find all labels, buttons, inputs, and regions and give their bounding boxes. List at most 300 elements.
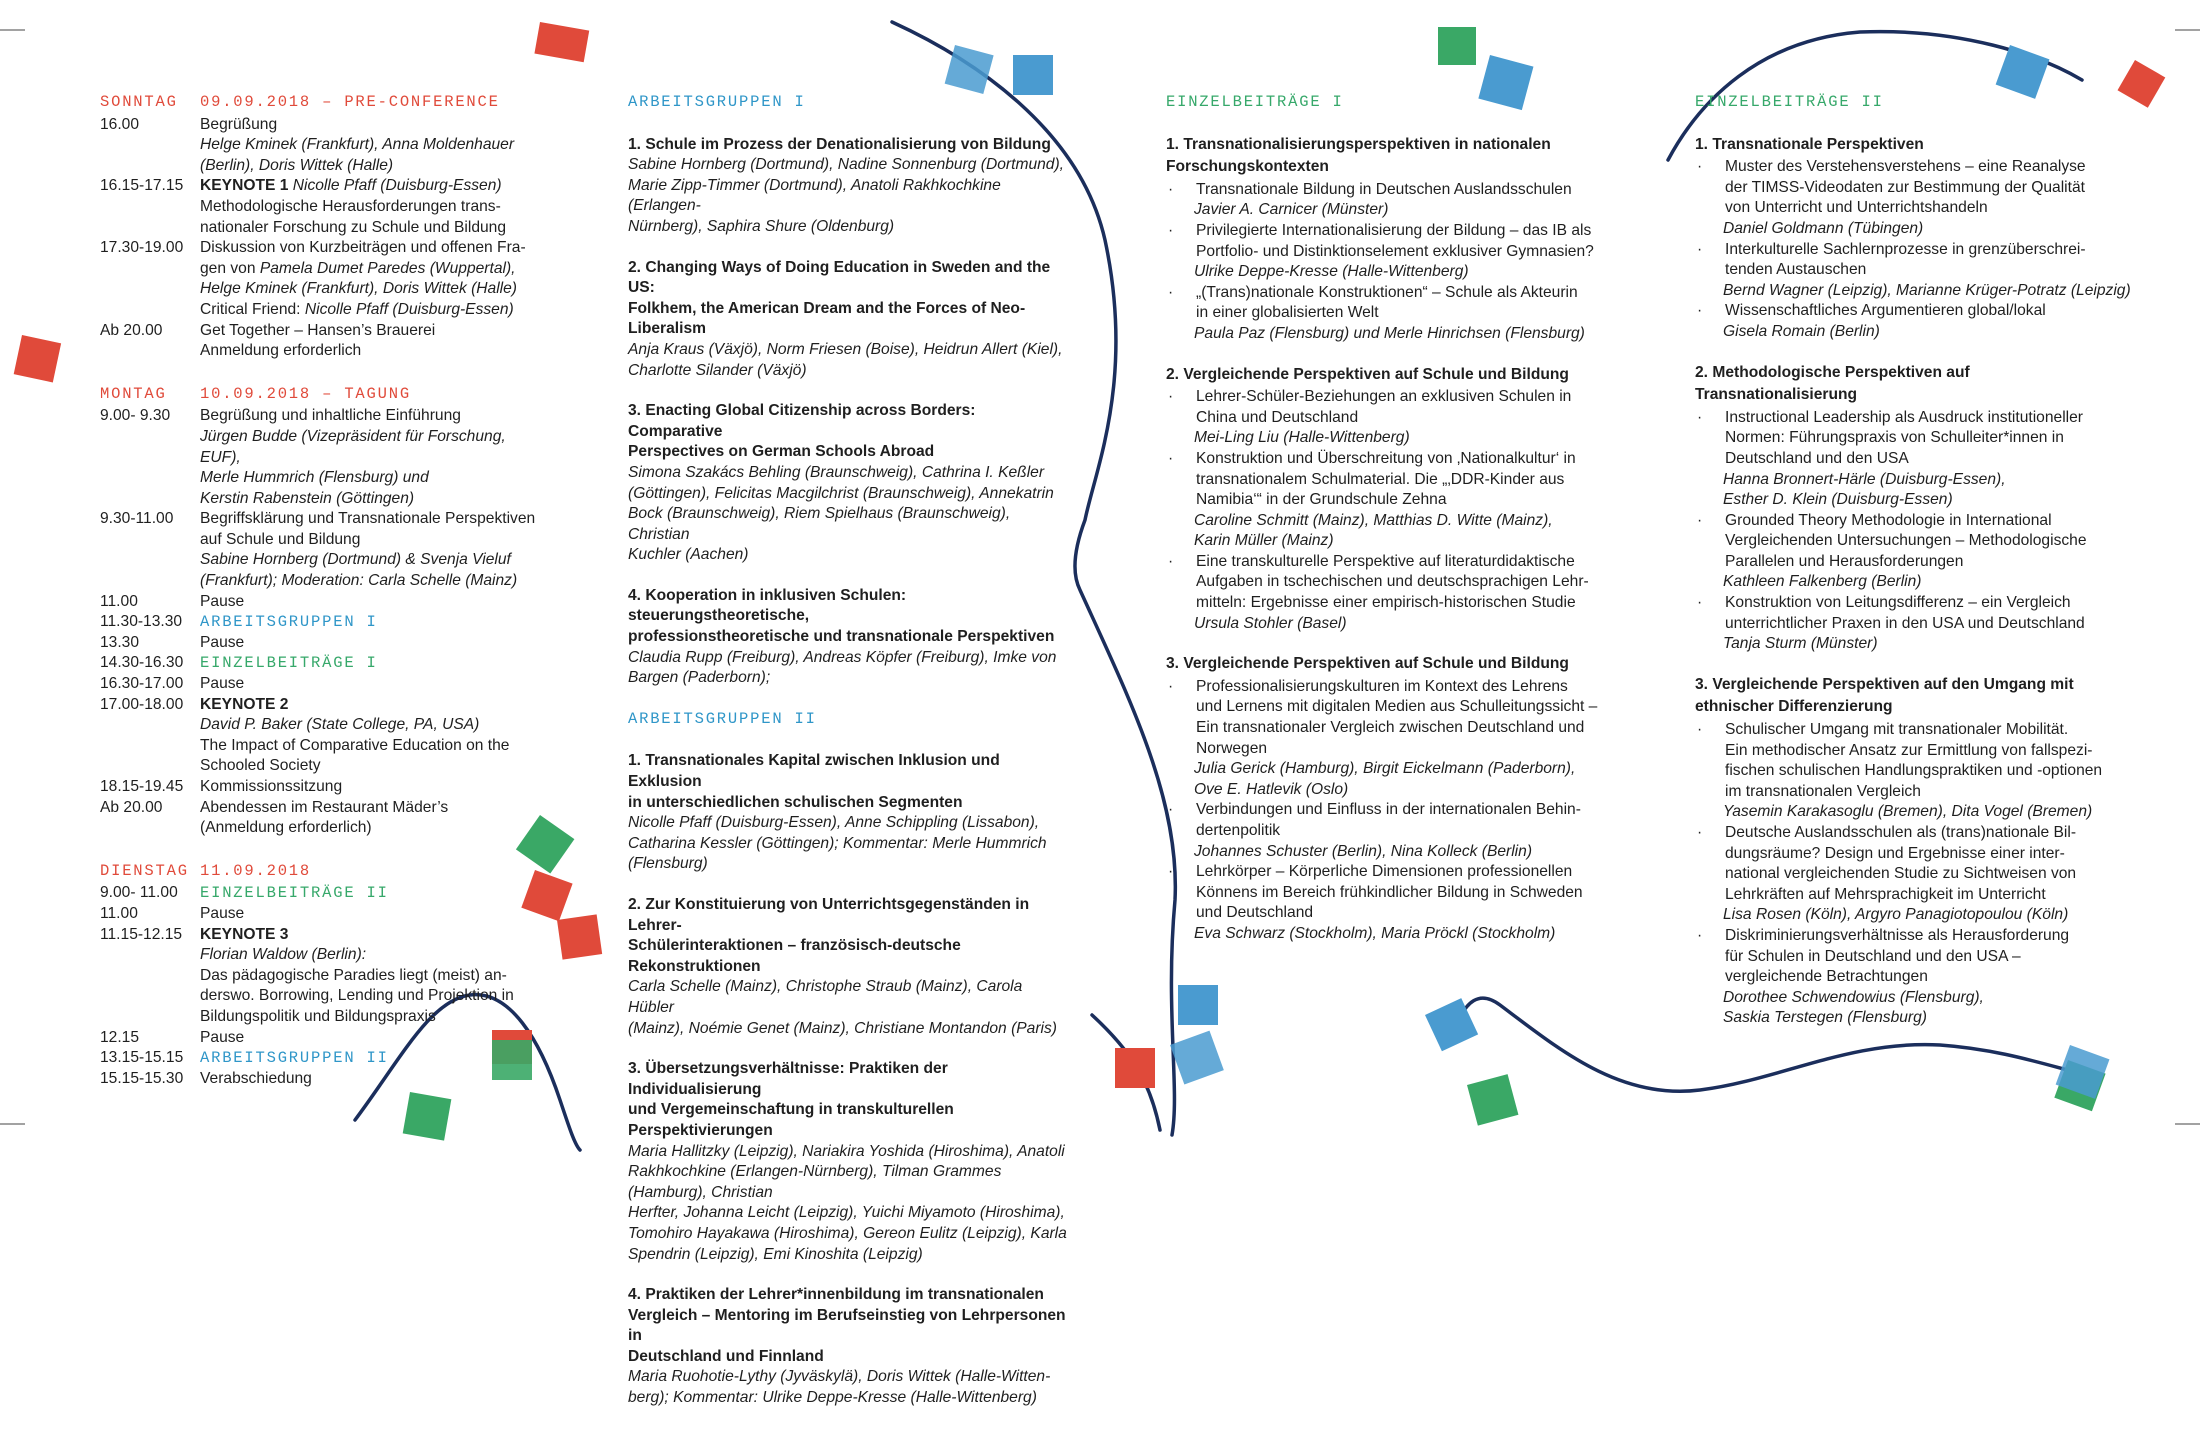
- bullet-icon: [1166, 883, 1196, 904]
- schedule-line: [200, 653, 545, 674]
- schedule-row: [100, 904, 545, 925]
- contribution-authors: Kathleen Falkenberg (Berlin): [1723, 573, 1922, 591]
- contribution-authors: Caroline Schmitt (Mainz), Matthias D. Witte (Mainz),: [1194, 511, 1553, 529]
- bullet-icon: [1695, 552, 1725, 573]
- schedule-content: [200, 925, 545, 1028]
- contribution-line: [1166, 221, 1606, 242]
- contribution-line: [1166, 739, 1606, 760]
- line-tail: Nicolle Pfaff (Duisburg-Essen): [288, 177, 502, 195]
- schedule-line: [200, 715, 545, 736]
- confetti-square: [1013, 55, 1053, 95]
- contribution-text: Wissenschaftliches Argumentieren global/lokal: [1725, 302, 2046, 320]
- schedule-time: Ab 20.00: [100, 321, 163, 339]
- arbeitsgruppen-1-heading: ARBEITSGRUPPEN I: [628, 93, 806, 111]
- workgroup: [628, 135, 1068, 238]
- schedule-content: [200, 592, 545, 613]
- workgroup-title-line: 1. Schule im Prozess der Denationalisierung von Bildung: [628, 135, 1051, 153]
- bullet-icon: [1695, 782, 1725, 803]
- contribution-line: [1695, 408, 2135, 429]
- schedule-line: [200, 115, 545, 136]
- einzelbeitraege-1-column: [1166, 92, 1606, 965]
- workgroup-title-line: Schülerinteraktionen – französisch-deutsche Rekonstruktionen: [628, 937, 961, 975]
- contribution-line: [1166, 242, 1606, 263]
- schedule-line: [200, 530, 545, 551]
- schedule-time: 11.30-13.30: [100, 613, 183, 631]
- contribution-line: [1166, 821, 1606, 842]
- day-spacer: [100, 839, 545, 861]
- day-title: 11.09.2018: [200, 861, 312, 880]
- workgroup-title-line: 3. Enacting Global Citizenship across Borders: Comparative: [628, 402, 976, 440]
- bullet-icon: [1695, 864, 1725, 885]
- line-text: KEYNOTE 3: [200, 925, 289, 943]
- schedule-content: [200, 509, 545, 591]
- schedule-row: [100, 238, 545, 320]
- workgroup-names-line: Claudia Rupp (Freiburg), Andreas Köpfer (Freiburg), Imke von: [628, 648, 1057, 666]
- einzelbeitraege-2-list: [1695, 135, 2135, 1029]
- contribution-line: [1695, 844, 2135, 865]
- contribution-section: [1695, 135, 2135, 343]
- contribution-authors: Tanja Sturm (Münster): [1723, 635, 1878, 653]
- bullet-icon: ·: [1168, 552, 1174, 570]
- workgroup: [628, 258, 1068, 382]
- line-text: Abendessen im Restaurant Mäder’s: [200, 798, 449, 816]
- arbeitsgruppen-1-list: [628, 135, 1068, 689]
- contribution-text: Privilegierte Internationalisierung der Bildung – das IB als: [1196, 221, 1592, 239]
- workgroup-title-line: und Vergemeinschaftung in transkulturellen Perspektivierungen: [628, 1101, 954, 1139]
- schedule-column: [100, 92, 545, 1089]
- contribution-section: [1695, 675, 2135, 1029]
- day-label: SONNTAG: [100, 93, 178, 111]
- schedule-line: [200, 238, 545, 259]
- contribution-text: transnationalem Schulmaterial. Die „‚DDR-Kinder aus: [1196, 470, 1565, 488]
- bullet-icon: ·: [1697, 240, 1703, 258]
- bullet-icon: ·: [1697, 408, 1703, 426]
- line-text: Pause: [200, 592, 245, 610]
- contribution-text: für Schulen in Deutschland und den USA –: [1725, 947, 2021, 965]
- contribution-line: [1695, 947, 2135, 968]
- workgroup-names-line: Bock (Braunschweig), Riem Spielhaus (Braunschweig), Christian: [628, 505, 1011, 543]
- workgroup-title-line: professionstheoretische und transnationale Perspektiven: [628, 628, 1055, 646]
- schedule-line: [200, 612, 545, 633]
- schedule-line: [200, 818, 545, 839]
- einzelbeitraege-1-list: [1166, 135, 1606, 945]
- workgroup-title-line: in unterschiedlichen schulischen Segmenten: [628, 793, 963, 811]
- workgroup-names-line: Marie Zipp-Timmer (Dortmund), Anatoli Rakhkochkine (Erlangen-: [628, 176, 1001, 215]
- day-title: 09.09.2018 – PRE-CONFERENCE: [200, 93, 500, 111]
- line-text: Diskussion von Kurzbeiträgen und offenen Fra-: [200, 239, 526, 257]
- schedule-content: [200, 883, 545, 904]
- contribution-line: [1166, 572, 1606, 593]
- schedule-row: [100, 509, 545, 591]
- schedule-line: [200, 197, 545, 218]
- bullet-icon: [1166, 697, 1196, 718]
- contribution-authors: Esther D. Klein (Duisburg-Essen): [1723, 491, 1953, 509]
- bullet-icon: ·: [1697, 511, 1703, 529]
- line-text: Methodologische Herausforderungen trans-: [200, 197, 501, 215]
- contribution-text: Konstruktion von Leitungsdifferenz – ein Vergleich: [1725, 594, 2071, 612]
- line-text: KEYNOTE 2: [200, 695, 289, 713]
- schedule-row: [100, 1069, 545, 1090]
- contribution-section: [1695, 363, 2135, 655]
- schedule-line: [200, 1048, 545, 1069]
- workgroup-names-line: Tomohiro Hayakawa (Hiroshima), Gereon Eulitz (Leipzig), Karla: [628, 1224, 1067, 1242]
- contribution-text: dungsräume? Design und Ergebnisse einer inter-: [1725, 844, 2065, 862]
- schedule-line: [200, 341, 545, 362]
- contribution-line: [1695, 511, 2135, 532]
- line-text: Critical Friend:: [200, 300, 305, 318]
- schedule-line: [200, 550, 545, 571]
- workgroup: [628, 895, 1068, 1039]
- contribution-section: [1166, 365, 1606, 635]
- contribution-authors: Paula Paz (Flensburg) und Merle Hinrichsen (Flensburg): [1194, 324, 1585, 342]
- contribution-text: unterrichtlicher Praxen in den USA und Deutschland: [1725, 614, 2085, 632]
- bullet-icon: [1695, 885, 1725, 906]
- contribution-line: [1166, 387, 1606, 408]
- contribution-line: [1695, 885, 2135, 906]
- schedule-time: 15.15-15.30: [100, 1069, 184, 1087]
- bullet-icon: ·: [1168, 863, 1174, 881]
- contribution-authors: Saskia Terstegen (Flensburg): [1723, 1009, 1927, 1027]
- line-text: nationaler Forschung zu Schule und Bildung: [200, 218, 507, 236]
- bullet-icon: ·: [1697, 302, 1703, 320]
- contribution-line: [1166, 470, 1606, 491]
- bullet-icon: [1166, 470, 1196, 491]
- contribution-line: [1695, 449, 2135, 470]
- bullet-icon: [1695, 947, 1725, 968]
- contribution-text: Schulischer Umgang mit transnationaler Mobilität.: [1725, 721, 2069, 739]
- schedule-line: [200, 986, 545, 1007]
- schedule-line: [200, 509, 545, 530]
- contribution-text: der TIMSS-Videodaten zur Bestimmung der Qualität: [1725, 178, 2085, 196]
- line-text: Helge Kminek (Frankfurt), Anna Moldenhauer: [200, 136, 515, 154]
- schedule-line: [200, 798, 545, 819]
- line-text: derswo. Borrowing, Lending und Projektion in: [200, 987, 514, 1005]
- schedule-line: [200, 904, 545, 925]
- workgroup-names-line: Maria Ruohotie-Lythy (Jyväskylä), Doris Wittek (Halle-Witten-: [628, 1368, 1051, 1386]
- workgroup-names-line: Nicolle Pfaff (Duisburg-Essen), Anne Schippling (Lissabon),: [628, 814, 1040, 832]
- schedule-content: [200, 1028, 545, 1049]
- line-text: EINZELBEITRÄGE II: [200, 884, 389, 903]
- day-label: DIENSTAG: [100, 861, 189, 880]
- schedule-content: [200, 1069, 545, 1090]
- line-text: Bildungspolitik und Bildungspraxis: [200, 1007, 436, 1025]
- schedule-line: [200, 966, 545, 987]
- contribution-text: mitteln: Ergebnisse einer empirisch-historischen Studie: [1196, 594, 1576, 612]
- confetti-square: [1425, 998, 1478, 1051]
- bullet-icon: [1166, 242, 1196, 263]
- schedule-time: 9.00- 11.00: [100, 884, 178, 902]
- day-spacer: [100, 362, 545, 384]
- contribution-text: „(Trans)nationale Konstruktionen“ – Schule als Akteurin: [1196, 283, 1578, 301]
- bullet-icon: ·: [1168, 221, 1174, 239]
- contribution-text: Professionalisierungskulturen im Kontext des Lehrens: [1196, 677, 1568, 695]
- line-text: Anmeldung erforderlich: [200, 342, 362, 360]
- schedule-time: 13.30: [100, 633, 140, 651]
- line-text: Begrüßung und inhaltliche Einführung: [200, 407, 461, 425]
- bullet-icon: [1695, 449, 1725, 470]
- contribution-text: dertenpolitik: [1196, 822, 1281, 839]
- line-text: Kommissionssitzung: [200, 778, 343, 795]
- line-text: Helge Kminek (Frankfurt), Doris Wittek (Halle): [200, 280, 517, 298]
- day-label: MONTAG: [100, 384, 167, 403]
- line-text: Pause: [200, 675, 245, 693]
- contribution-text: Deutsche Auslandsschulen als (trans)nationale Bil-: [1725, 824, 2077, 841]
- contribution-text: Namibia‘“ in der Grundschule Zehna: [1196, 491, 1447, 509]
- schedule-content: [200, 238, 545, 320]
- bullet-icon: ·: [1168, 388, 1174, 406]
- contribution-line: [1166, 800, 1606, 821]
- contribution-text: Portfolio- und Distinktionselement exklusiver Gymnasien?: [1196, 242, 1594, 260]
- bullet-icon: [1166, 303, 1196, 324]
- schedule-time: Ab 20.00: [100, 798, 163, 816]
- line-text: (Berlin), Doris Wittek (Halle): [200, 156, 394, 174]
- contribution-authors: Eva Schwarz (Stockholm), Maria Pröckl (Stockholm): [1194, 924, 1556, 942]
- line-text: Begriffsklärung und Transnationale Perspektiven: [200, 510, 536, 528]
- contribution-line: [1695, 157, 2135, 178]
- bullet-icon: [1166, 593, 1196, 614]
- contribution-authors: Yasemin Karakasoglu (Bremen), Dita Vogel (Bremen): [1723, 803, 2093, 821]
- schedule-row: [100, 612, 545, 633]
- schedule-row: [100, 176, 545, 238]
- schedule-time: 9.00- 9.30: [100, 407, 171, 425]
- line-text: Pause: [200, 1028, 245, 1046]
- workgroup-title-line: 1. Transnationales Kapital zwischen Inklusion und Exklusion: [628, 752, 1000, 791]
- schedule-row: [100, 1028, 545, 1049]
- line-tail: Pamela Dumet Paredes (Wuppertal),: [259, 259, 516, 277]
- bullet-icon: [1166, 903, 1196, 924]
- schedule-content: [200, 612, 545, 633]
- bullet-icon: [1695, 761, 1725, 782]
- workgroup-names-line: Spendrin (Leipzig), Emi Kinoshita (Leipzig): [628, 1245, 923, 1263]
- contribution-text: Vergleichenden Untersuchungen – Methodologische: [1725, 532, 2087, 550]
- schedule-time: 16.30-17.00: [100, 675, 184, 693]
- contribution-text: fischen schulischen Handlungspraktiken und -optionen: [1725, 762, 2103, 780]
- schedule-time: 9.30-11.00: [100, 510, 174, 528]
- workgroup-title-line: 4. Praktiken der Lehrer*innenbildung im transnationalen: [628, 1286, 1044, 1304]
- bullet-icon: [1695, 428, 1725, 449]
- line-text: Sabine Hornberg (Dortmund) & Svenja Vieluf: [200, 551, 511, 569]
- schedule-line: [200, 468, 545, 489]
- contribution-authors: Hanna Bronnert-Härle (Duisburg-Essen),: [1723, 470, 2006, 488]
- einzelbeitraege-2-heading: EINZELBEITRÄGE II: [1695, 93, 1884, 111]
- line-text: Schooled Society: [200, 757, 321, 775]
- section-title-line: 2. Methodologische Perspektiven auf: [1695, 363, 1970, 381]
- bullet-icon: ·: [1168, 801, 1174, 819]
- contribution-line: [1695, 864, 2135, 885]
- contribution-line: [1695, 823, 2135, 844]
- schedule-line: [200, 883, 545, 904]
- schedule-time: 11.00: [100, 592, 138, 610]
- schedule-content: [200, 633, 545, 654]
- workgroup-title-line: 2. Zur Konstituierung von Unterrichtsgegenständen in Lehrer-: [628, 896, 1030, 934]
- contribution-section: [1166, 135, 1606, 345]
- confetti-square: [557, 914, 602, 959]
- schedule-line: [200, 945, 545, 966]
- workgroup-names-line: (Flensburg): [628, 855, 708, 873]
- contribution-line: [1166, 408, 1606, 429]
- line-text: Das pädagogische Paradies liegt (meist) an-: [200, 966, 507, 984]
- schedule-content: [200, 406, 545, 509]
- bullet-icon: [1166, 572, 1196, 593]
- contribution-line: [1166, 449, 1606, 470]
- contribution-line: [1166, 303, 1606, 324]
- line-text: Pause: [200, 904, 245, 922]
- contribution-text: Lehrer-Schüler-Beziehungen an exklusiven Schulen in: [1196, 388, 1572, 406]
- contribution-authors: Ulrike Deppe-Kresse (Halle-Wittenberg): [1194, 263, 1469, 281]
- arbeitsgruppen-column: [628, 92, 1068, 1429]
- schedule-line: [200, 1028, 545, 1049]
- contribution-text: Interkulturelle Sachlernprozesse in grenzüberschrei-: [1725, 240, 2086, 258]
- bullet-icon: [1166, 490, 1196, 511]
- contribution-text: China und Deutschland: [1196, 408, 1359, 426]
- schedule-time: 14.30-16.30: [100, 654, 184, 672]
- section-title-line: Forschungskontexten: [1166, 158, 1329, 176]
- contribution-text: Ein methodischer Ansatz zur Ermittlung von fallspezi-: [1725, 741, 2093, 759]
- bullet-icon: [1695, 614, 1725, 635]
- workgroup-title-line: 4. Kooperation in inklusiven Schulen: steuerungstheoretische,: [628, 586, 907, 625]
- workgroup: [628, 1285, 1068, 1409]
- bullet-icon: ·: [1697, 158, 1703, 176]
- contribution-text: Lehrkräften auf Mehrsprachigkeit im Unterricht: [1725, 885, 2046, 903]
- contribution-text: national vergleichenden Studie zu Sichtweisen von: [1725, 865, 2077, 883]
- schedule-row: [100, 653, 545, 674]
- contribution-text: Grounded Theory Methodologie in International: [1725, 511, 2052, 529]
- schedule-content: [200, 321, 545, 362]
- contribution-text: Normen: Führungspraxis von Schulleiter*innen in: [1725, 429, 2064, 447]
- day-header: [100, 861, 545, 882]
- confetti-square: [403, 1092, 452, 1141]
- bullet-icon: ·: [1697, 926, 1703, 944]
- day-header: [100, 92, 545, 113]
- workgroup-names-line: Bargen (Paderborn);: [628, 669, 771, 687]
- contribution-authors: Julia Gerick (Hamburg), Birgit Eickelmann (Paderborn),: [1194, 760, 1576, 778]
- schedule-line: [200, 1007, 545, 1028]
- workgroup-names-line: Catharina Kessler (Göttingen); Kommentar: Merle Hummrich: [628, 834, 1047, 852]
- schedule-time: 17.30-19.00: [100, 239, 184, 257]
- contribution-authors: Karin Müller (Mainz): [1194, 532, 1334, 550]
- contribution-text: Könnens im Bereich frühkindlicher Bildung in Schweden: [1196, 883, 1583, 901]
- confetti-square: [1438, 27, 1476, 65]
- workgroup-title-line: Perspectives on German Schools Abroad: [628, 443, 935, 461]
- line-tail: Nicolle Pfaff (Duisburg-Essen): [304, 300, 514, 318]
- line-text: KEYNOTE 1: [200, 177, 289, 195]
- bullet-icon: [1695, 967, 1725, 988]
- contribution-text: in einer globalisierten Welt: [1196, 304, 1379, 322]
- confetti-square: [1178, 985, 1218, 1025]
- contribution-line: [1695, 428, 2135, 449]
- line-text: auf Schule und Bildung: [200, 530, 361, 548]
- bullet-icon: ·: [1168, 677, 1174, 695]
- contribution-line: [1166, 883, 1606, 904]
- contribution-authors: Ove E. Hatlevik (Oslo): [1194, 780, 1349, 798]
- workgroup-names-line: (Göttingen), Felicitas Macgilchrist (Braunschweig), Annekatrin: [628, 484, 1054, 502]
- workgroup: [628, 1059, 1068, 1265]
- schedule-time: 11.00: [100, 904, 138, 922]
- schedule: [100, 92, 545, 1089]
- schedule-line: [200, 777, 545, 798]
- schedule-content: [200, 777, 545, 798]
- workgroup-title-line: Folkhem, the American Dream and the Forces of Neo-Liberalism: [628, 299, 1026, 338]
- line-text: Merle Hummrich (Flensburg) und: [200, 469, 429, 487]
- section-title-line: 1. Transnationale Perspektiven: [1695, 135, 1924, 153]
- workgroup-names-line: Kuchler (Aachen): [628, 546, 749, 564]
- schedule-content: [200, 798, 545, 839]
- line-text: (Anmeldung erforderlich): [200, 819, 372, 837]
- section-title-line: 3. Vergleichende Perspektiven auf Schule und Bildung: [1166, 655, 1569, 673]
- schedule-row: [100, 925, 545, 1028]
- workgroup-names-line: Simona Szakács Behling (Braunschweig), Cathrina I. Keßler: [628, 463, 1045, 481]
- workgroup-names-line: Sabine Hornberg (Dortmund), Nadine Sonnenburg (Dortmund),: [628, 156, 1064, 174]
- line-text: Florian Waldow (Berlin):: [200, 946, 367, 964]
- contribution-text: von Unterricht und Unterrichtshandeln: [1725, 199, 1988, 217]
- schedule-line: [200, 592, 545, 613]
- line-text: Verabschiedung: [200, 1069, 312, 1087]
- workgroup-names-line: Charlotte Silander (Växjö): [628, 361, 807, 379]
- schedule-time: 17.00-18.00: [100, 695, 184, 713]
- contribution-text: Deutschland und den USA: [1725, 449, 1909, 467]
- contribution-text: im transnationalen Vergleich: [1725, 782, 1921, 800]
- line-text: Kerstin Rabenstein (Göttingen): [200, 489, 415, 507]
- einzelbeitraege-2-column: [1695, 92, 2135, 1049]
- confetti-square: [534, 22, 589, 62]
- contribution-line: [1166, 490, 1606, 511]
- contribution-line: [1695, 552, 2135, 573]
- bullet-icon: [1166, 821, 1196, 842]
- schedule-time: 12.15: [100, 1028, 140, 1046]
- bullet-icon: [1695, 741, 1725, 762]
- day-header: [100, 384, 545, 405]
- schedule-row: [100, 321, 545, 362]
- contribution-text: Transnationale Bildung in Deutschen Auslandsschulen: [1196, 180, 1572, 198]
- schedule-line: [200, 756, 545, 777]
- confetti-square: [1467, 1074, 1518, 1125]
- line-text: ARBEITSGRUPPEN II: [200, 1049, 389, 1068]
- line-text: The Impact of Comparative Education on the: [200, 736, 510, 754]
- schedule-line: [200, 135, 545, 156]
- schedule-line: [200, 218, 545, 239]
- schedule-time: 16.00: [100, 115, 140, 133]
- bullet-icon: [1695, 198, 1725, 219]
- schedule-line: [200, 156, 545, 177]
- contribution-authors: Mei-Ling Liu (Halle-Wittenberg): [1194, 429, 1410, 447]
- contribution-section: [1166, 654, 1606, 944]
- schedule-row: [100, 592, 545, 613]
- confetti-square: [1170, 1031, 1224, 1085]
- bullet-icon: [1695, 178, 1725, 199]
- workgroup-title-line: 3. Übersetzungsverhältnisse: Praktiken der Individualisierung: [628, 1060, 948, 1098]
- bullet-icon: ·: [1168, 180, 1174, 198]
- confetti-square: [1115, 1048, 1155, 1088]
- workgroup-title-line: Deutschland und Finnland: [628, 1347, 824, 1365]
- schedule-line: [200, 427, 545, 468]
- schedule-content: [200, 115, 545, 177]
- contribution-line: [1166, 718, 1606, 739]
- contribution-line: [1695, 531, 2135, 552]
- workgroup-title-line: Vergleich – Mentoring im Berufseinstieg von Lehrpersonen in: [628, 1306, 1066, 1345]
- line-text: gen von: [200, 259, 260, 277]
- schedule-line: [200, 176, 545, 197]
- schedule-line: [200, 633, 545, 654]
- arbeitsgruppen-2-heading: ARBEITSGRUPPEN II: [628, 709, 817, 728]
- contribution-authors: Daniel Goldmann (Tübingen): [1723, 219, 1924, 237]
- schedule-line: [200, 695, 545, 716]
- arbeitsgruppen-2-list: [628, 751, 1068, 1408]
- line-text: David P. Baker (State College, PA, USA): [200, 716, 480, 734]
- schedule-content: [200, 904, 545, 925]
- workgroup-names-line: Rakhkochkine (Erlangen-Nürnberg), Tilman Grammes (Hamburg), Christian: [628, 1163, 1002, 1201]
- contribution-authors: Dorothee Schwendowius (Flensburg),: [1723, 988, 1984, 1006]
- contribution-line: [1695, 260, 2135, 281]
